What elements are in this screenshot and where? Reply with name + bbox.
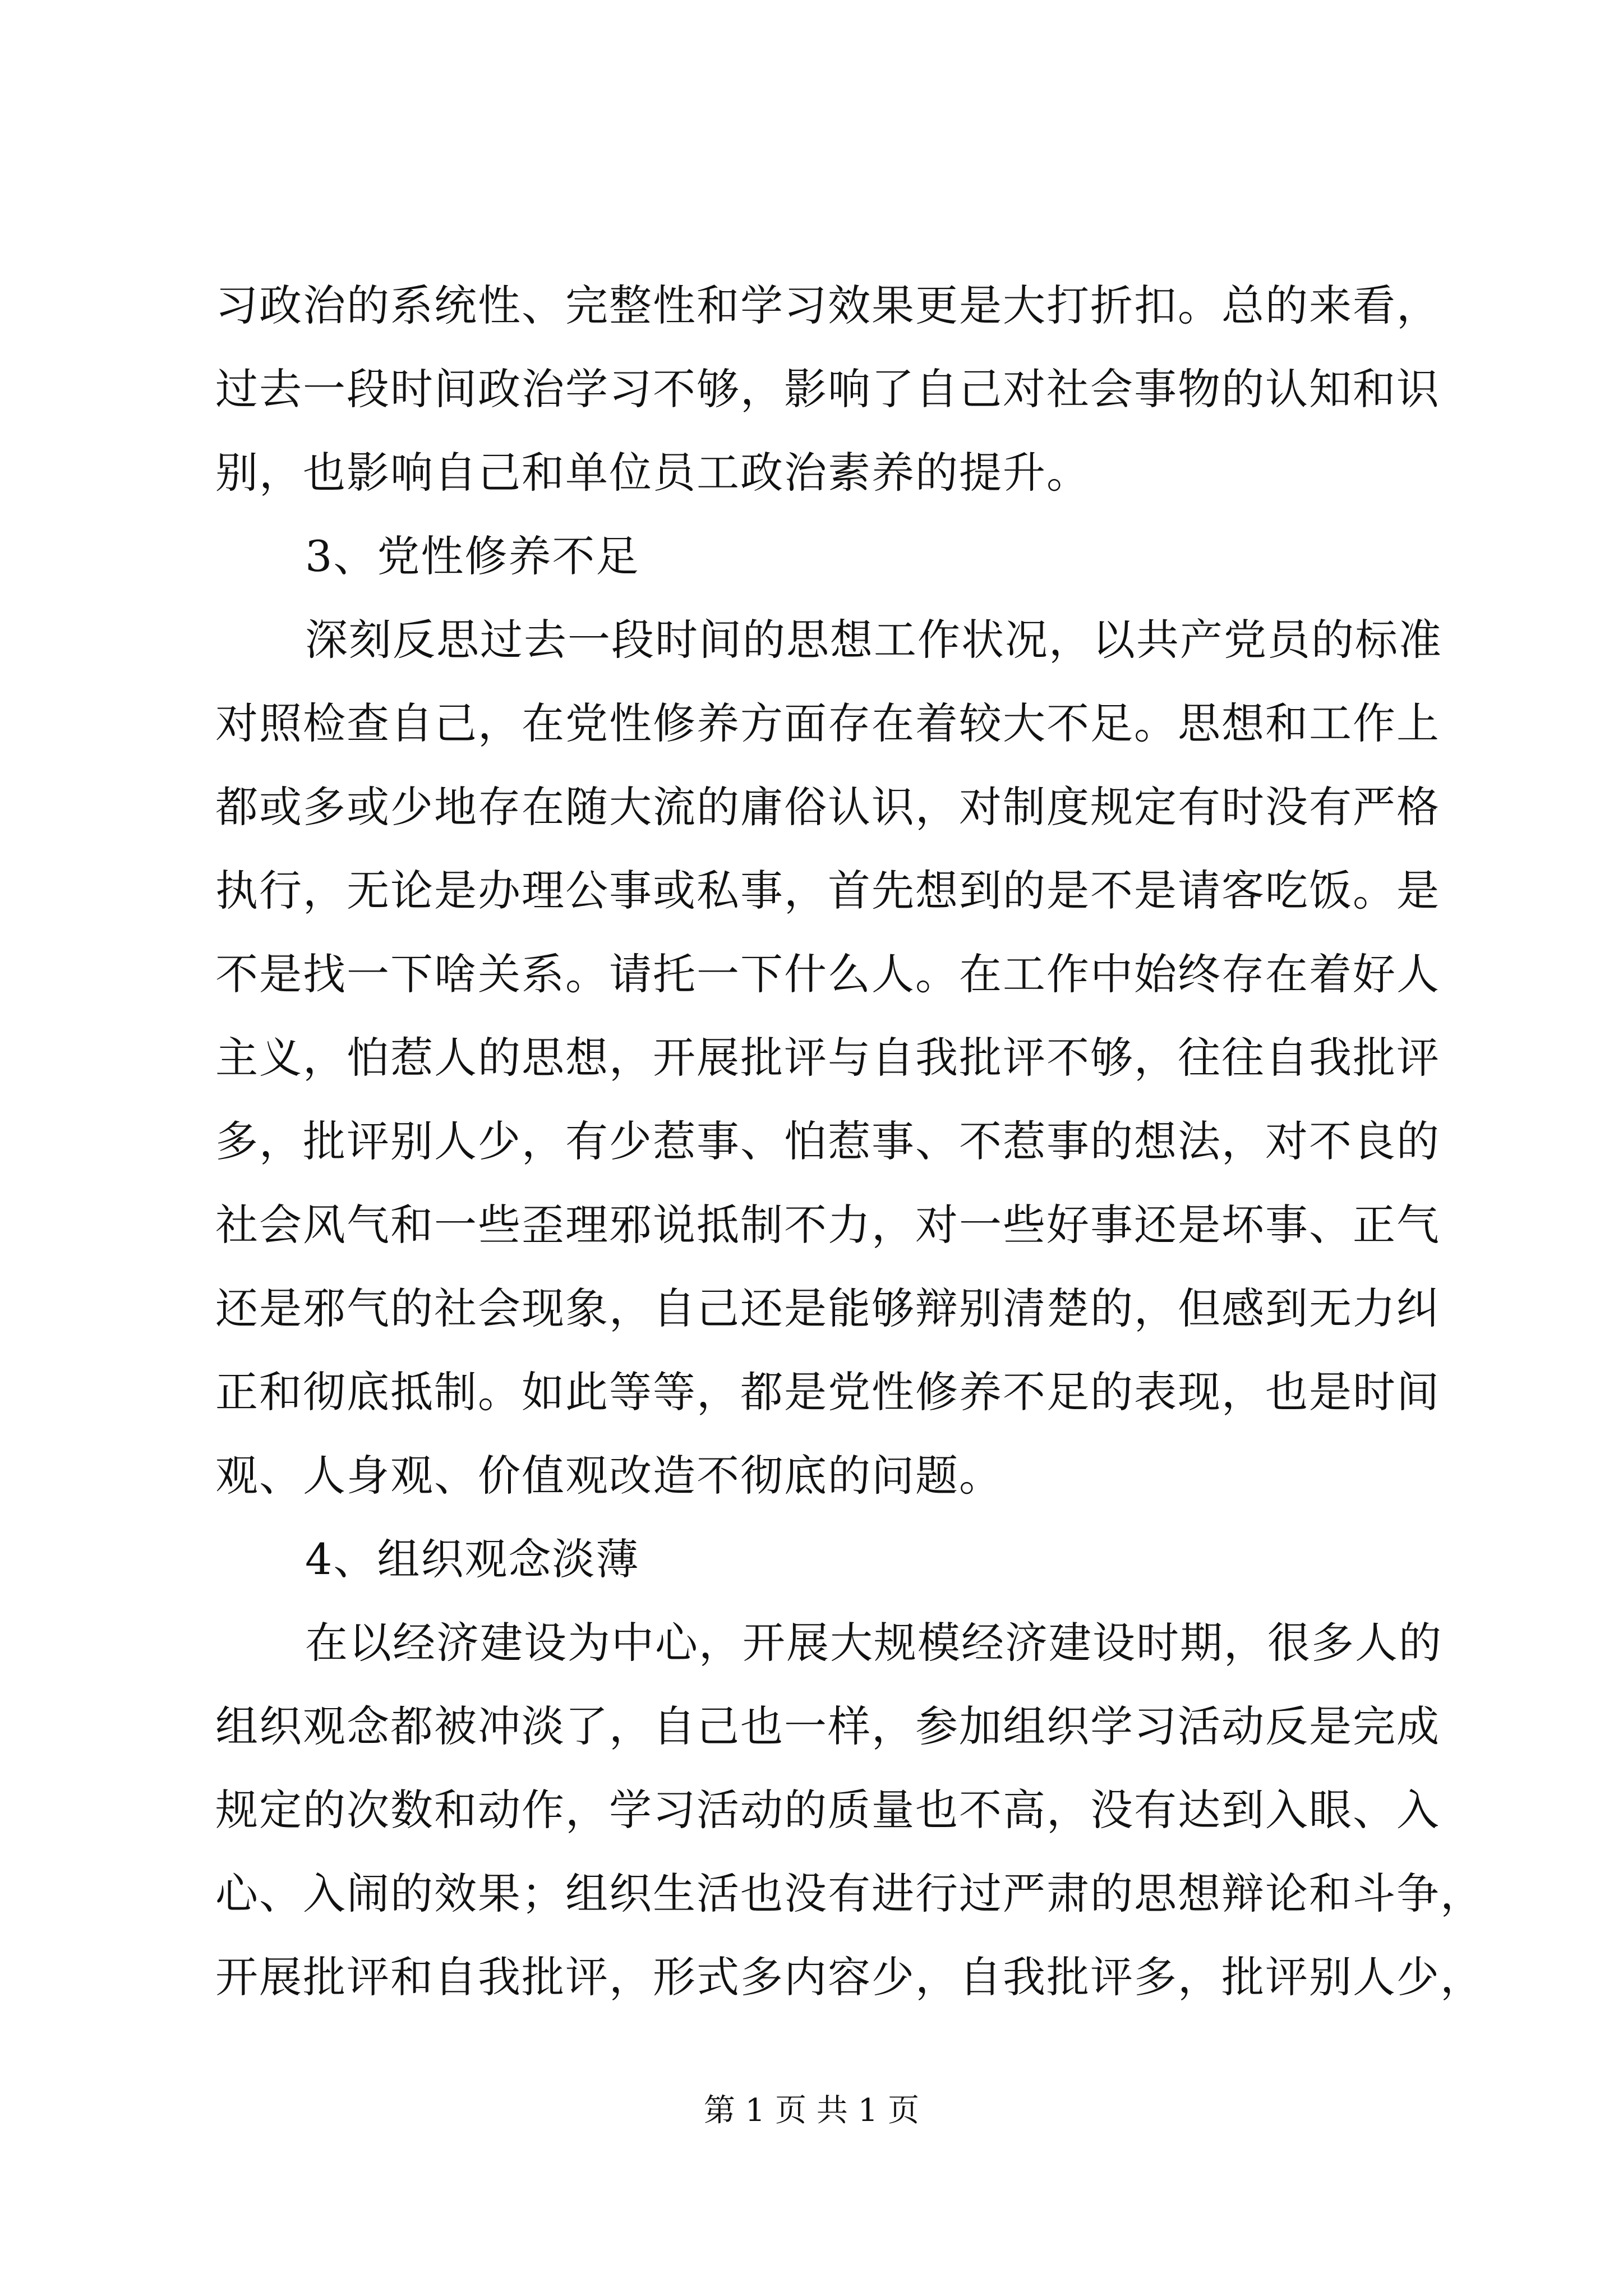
text-line: 多，批评别人少，有少惹事、怕惹事、不惹事的想法，对不良的 xyxy=(215,1116,1440,1166)
text-line: 心、入闹的效果；组织生活也没有进行过严肃的思想辩论和斗争， xyxy=(215,1869,1484,1918)
text-line: 主义，怕惹人的思想，开展批评与自我批评不够，往往自我批评 xyxy=(215,1033,1440,1083)
text-line: 深刻反思过去一段时间的思想工作状况，以共产党员的标准 xyxy=(305,615,1442,665)
text-line: 还是邪气的社会现象，自己还是能够辩别清楚的，但感到无力纠 xyxy=(215,1283,1440,1333)
text-line: 观、人身观、价值观改造不彻底的问题。 xyxy=(215,1451,1003,1501)
text-line: 过去一段时间政治学习不够，影响了自己对社会事物的认知和识 xyxy=(215,364,1440,414)
text-line: 都或多或少地存在随大流的庸俗认识，对制度规定有时没有严格 xyxy=(215,782,1440,832)
text-line: 对照检查自己，在党性修养方面存在着较大不足。思想和工作上 xyxy=(215,698,1440,748)
section-heading: 4、组织观念淡薄 xyxy=(305,1534,640,1584)
section-heading: 3、党性修养不足 xyxy=(305,531,640,581)
text-line: 开展批评和自我批评，形式多内容少，自我批评多，批评别人少， xyxy=(215,1952,1484,2002)
text-line: 在以经济建设为中心，开展大规模经济建设时期，很多人的 xyxy=(305,1618,1442,1668)
text-line: 习政治的系统性、完整性和学习效果更是大打折扣。总的来看， xyxy=(215,280,1440,330)
document-body xyxy=(215,264,1484,2019)
text-line: 规定的次数和动作，学习活动的质量也不高，没有达到入眼、入 xyxy=(215,1785,1440,1835)
text-line: 组织观念都被冲淡了，自己也一样，参加组织学习活动反是完成 xyxy=(215,1701,1440,1751)
text-line: 正和彻底抵制。如此等等，都是党性修养不足的表现，也是时间 xyxy=(215,1367,1440,1417)
text-line: 别，也影响自己和单位员工政治素养的提升。 xyxy=(215,448,1090,498)
text-line: 执行，无论是办理公事或私事，首先想到的是不是请客吃饭。是 xyxy=(215,866,1440,915)
page-number-footer: 第 1 页 共 1 页 xyxy=(703,2092,920,2129)
text-line: 社会风气和一些歪理邪说抵制不力，对一些好事还是坏事、正气 xyxy=(215,1200,1440,1250)
text-line: 不是找一下啥关系。请托一下什么人。在工作中始终存在着好人 xyxy=(215,949,1440,999)
